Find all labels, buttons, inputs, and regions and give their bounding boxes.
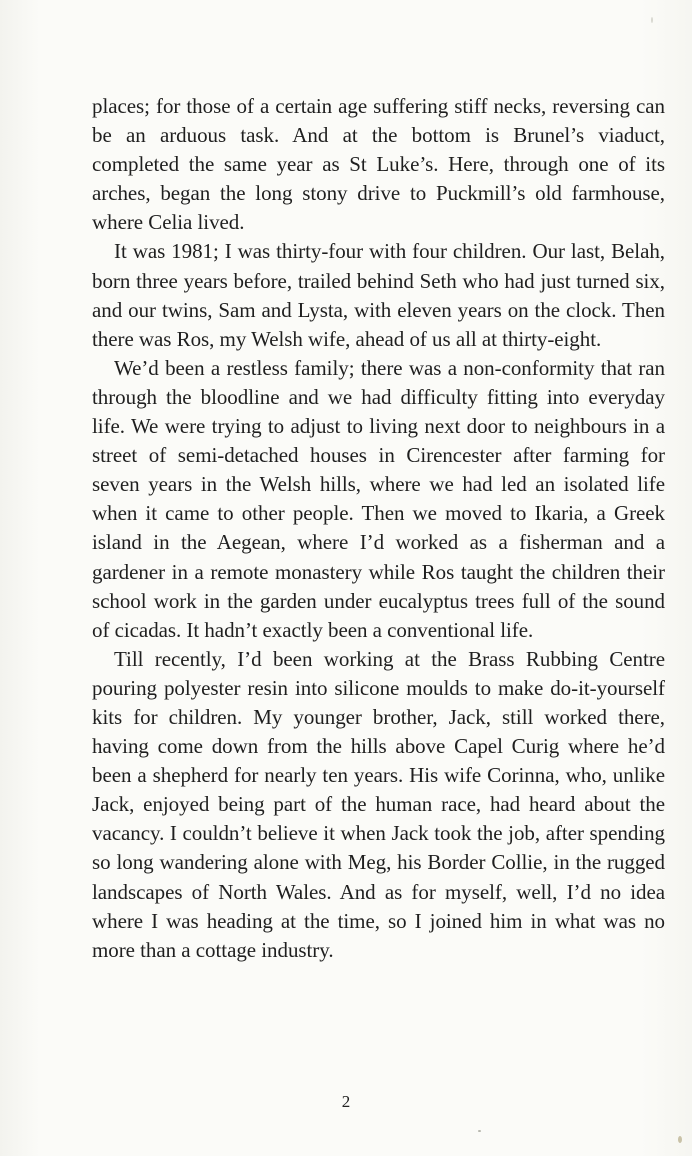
paragraph-continued: places; for those of a certain age suffering stiff necks, reversing can be an arduous task. And at the bottom is Brunel’s viaduct, completed the same year as St Luke’s. Here, through one of its arches, began the long stony drive to Puckmill’s old farmhouse, where Celia lived. xyxy=(92,94,665,235)
page-number: 2 xyxy=(341,1092,351,1111)
paper-speck xyxy=(478,1130,481,1132)
paper-speck xyxy=(651,17,653,23)
paper-speck xyxy=(678,1136,682,1143)
paragraph: Till recently, I’d been working at the Brass Rubbing Centre pouring polyester resin into silicone moulds to make do-it-yourself kits for children. My younger brother, Jack, still worked there, having come down from the hills above Capel Curig where he’d been a shepherd for nearly ten years. His wife Corinna, who, unlike Jack, enjoyed being part of the human race, had heard about the vacancy. I couldn’t believe it when Jack took the job, after spending so long wandering alone with Meg, his Border Collie, in the rugged landscapes of North Wales. And as for myself, well, I’d no idea where I was heading at the time, so I joined him in what was no more than a cottage industry. xyxy=(92,646,665,962)
paragraph: It was 1981; I was thirty-four with four children. Our last, Belah, born three years before, trailed behind Seth who had just turned six, and our twins, Sam and Lysta, with eleven years on the clock. Then there was Ros, my Welsh wife, ahead of us all at thirty-eight. xyxy=(92,239,665,351)
body-text xyxy=(92,92,665,965)
paragraph: We’d been a restless family; there was a non-conformity that ran through the bloodline and we had difficulty fitting into everyday life. We were trying to adjust to living next door to neighbours in a street of semi-detached houses in Cirencester after farming for seven years in the Welsh hills, where we had led an isolated life when it came to other people. Then we moved to Ikaria, a Greek island in the Aegean, where I’d worked as a fisherman and a gardener in a remote monastery while Ros taught the children their school work in the garden under eucalyptus trees full of the sound of cicadas. It hadn’t exactly been a conventional life. xyxy=(92,355,665,642)
